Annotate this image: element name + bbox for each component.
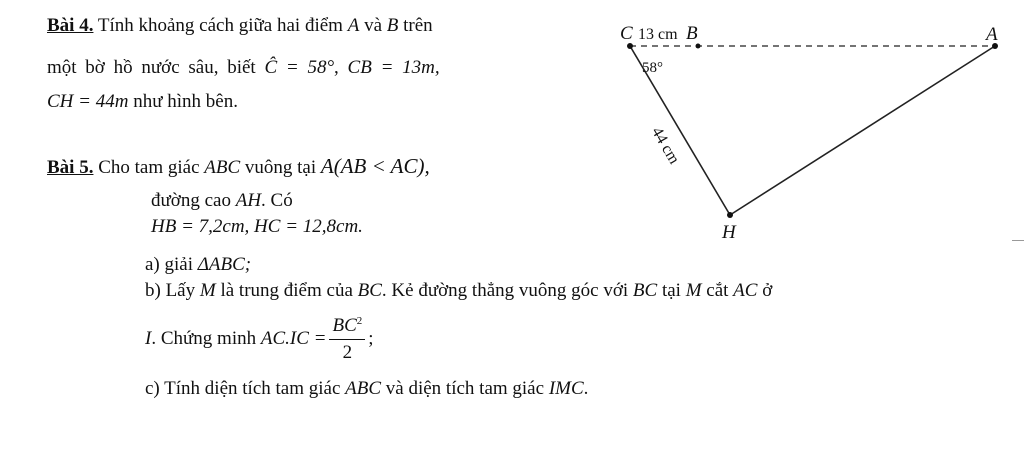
angle-c: Ĉ = 58° [264, 57, 335, 78]
bai4-line-2: một bờ hồ nước sâu, biết Ĉ = 58°, CB = 13m, [47, 57, 440, 78]
bai5-title: Bài 5. [47, 157, 94, 178]
bai4-title: Bài 4. [47, 15, 94, 36]
bai5-part-b: b) Lấy M là trung điểm của BC. Kẻ đường thẳng vuông góc với BC tại M cắt AC ở [145, 280, 773, 301]
label-cb-length: 13 cm [638, 26, 678, 43]
label-ch-length: 44 cm [648, 124, 683, 168]
bai5-part-c: c) Tính diện tích tam giác ABC và diện tích tam giác IMC. [145, 378, 589, 399]
bai4-line-3: CH = 44m như hình bên. [47, 91, 238, 112]
line-h-a [730, 46, 995, 215]
label-c: C [620, 23, 633, 44]
label-a: A [986, 24, 998, 45]
bai4-line-1: Bài 4. Tính khoảng cách giữa hai điểm A và B trên [47, 15, 433, 36]
bai5-part-b-line-2: I. Chứng minh AC.IC = $\frac{BC^2}{2}$ ; [145, 312, 374, 366]
triangle-figure [600, 20, 1020, 250]
bai5-line-3: HB = 7,2cm, HC = 12,8cm. [151, 216, 363, 237]
label-b: B [686, 23, 698, 44]
bai5-line-2: đường cao AH. Có [151, 190, 293, 211]
point-b [696, 44, 701, 49]
label-h: H [722, 222, 736, 243]
label-angle: 58° [642, 60, 663, 76]
fraction: $\frac{BC^2}{2}$ [329, 313, 365, 366]
bai5-part-a: a) giải ΔABC; [145, 254, 252, 275]
divider-mark [1012, 240, 1024, 241]
bai5-line-1: Bài 5. Cho tam giác ABC vuông tại A(AB < AC), [47, 154, 430, 178]
point-h [727, 212, 733, 218]
